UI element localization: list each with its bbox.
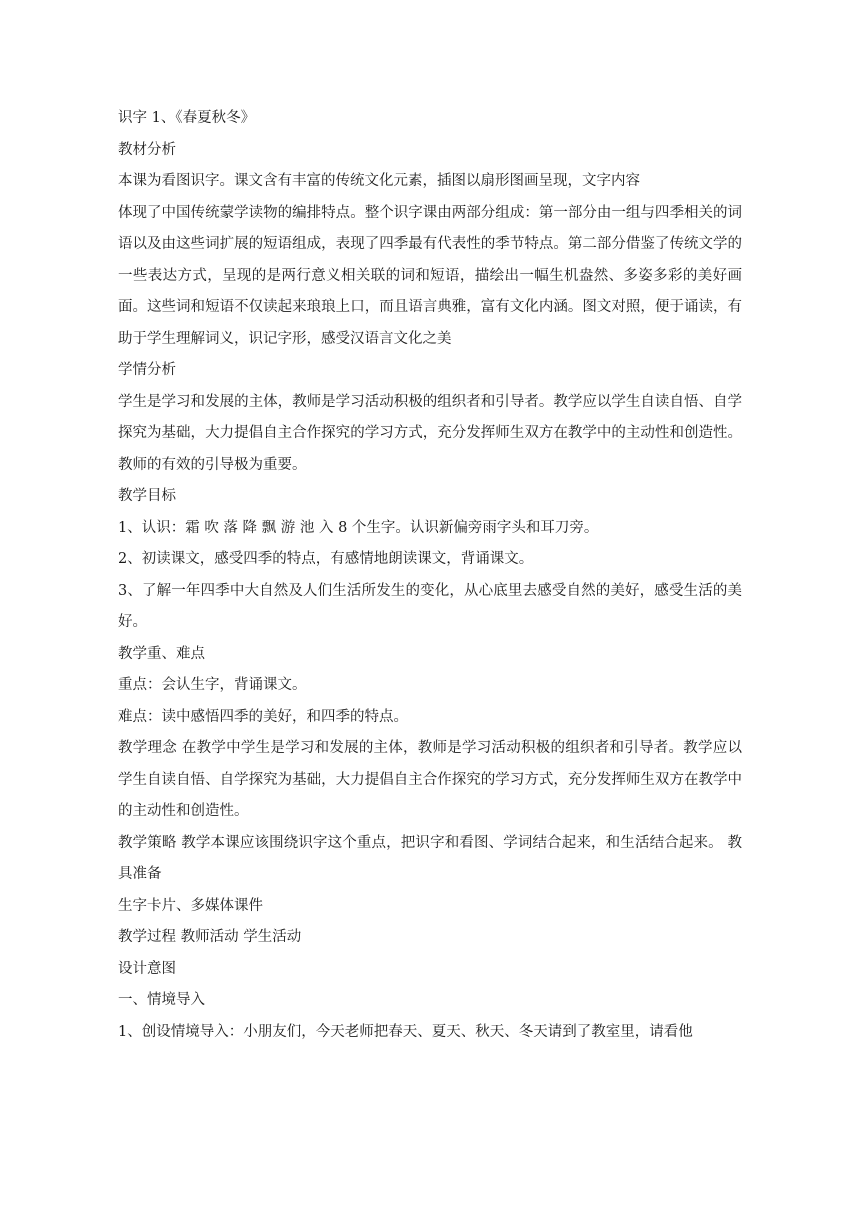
goal-item-3: 3、了解一年四季中大自然及人们生活所发生的变化，从心底里去感受自然的美好，感受生活的美好。 xyxy=(118,582,742,630)
materials-first-line: 本课为看图识字。课文含有丰富的传统文化元素，插图以扇形图画呈现，文字内容 xyxy=(118,173,640,189)
materials-paragraph: 体现了中国传统蒙学读物的编排特点。整个识字课由两部分组成：第一部分由一组与四季相关的词语以及由这些词扩展的短语组成，表现了四季最有代表性的季节特点。第二部分借鉴了传统文学的一些表达方式，呈现的是两行意义相关联的词和短语，描绘出一幅生机盎然、多姿多彩的美好画面。这些词和短语不仅读起来琅琅上口，而且语言典雅，富有文化内涵。图文对照，便于诵读，有助于学生理解词义，识记字形，感受汉语言文化之美 xyxy=(118,204,742,347)
goal-item-2: 2、初读课文，感受四季的特点，有感情地朗读课文，背诵课文。 xyxy=(118,551,534,567)
goal-item-1: 1、认识：霜 吹 落 降 飘 游 池 入 8 个生字。认识新偏旁雨字头和耳刀旁。 xyxy=(118,519,599,536)
goals-heading: 教学目标 xyxy=(118,488,176,504)
students-heading: 学情分析 xyxy=(118,362,176,378)
design-intent: 设计意图 xyxy=(118,960,176,977)
students-paragraph: 学生是学习和发展的主体，教师是学习活动积极的组织者和引导者。教学应以学生自读自悟、自学探究为基础，大力提倡自主合作探究的学习方式，充分发挥师生双方在教学中的主动性和创造性。教师的有效的引导极为重要。 xyxy=(118,393,742,473)
materials-heading: 教材分析 xyxy=(118,141,176,158)
step-1-heading: 一、情境导入 xyxy=(118,992,205,1008)
document-title: 识字 1、《春夏秋冬》 xyxy=(118,110,256,126)
teaching-strategy: 教学策略 教学本课应该围绕识字这个重点，把识字和看图、学词结合起来，和生活结合起来。 教具准备 xyxy=(118,834,742,882)
difficult-point: 难点：读中感悟四季的美好，和四季的特点。 xyxy=(118,708,408,725)
document-page xyxy=(118,103,742,1048)
teaching-process: 教学过程 教师活动 学生活动 xyxy=(118,929,302,945)
key-point: 重点：会认生字，背诵课文。 xyxy=(118,677,307,693)
step-1-item-1: 1、创设情境导入：小朋友们，今天老师把春天、夏天、秋天、冬天请到了教室里，请看他 xyxy=(118,1023,693,1040)
teaching-philosophy: 教学理念 在教学中学生是学习和发展的主体，教师是学习活动积极的组织者和引导者。教学应以学生自读自悟、自学探究为基础，大力提倡自主合作探究的学习方式，充分发挥师生双方在教学中的主动性和创造性。 xyxy=(118,740,742,819)
key-points-heading: 教学重、难点 xyxy=(118,645,205,662)
teaching-tools: 生字卡片、多媒体课件 xyxy=(118,897,263,914)
